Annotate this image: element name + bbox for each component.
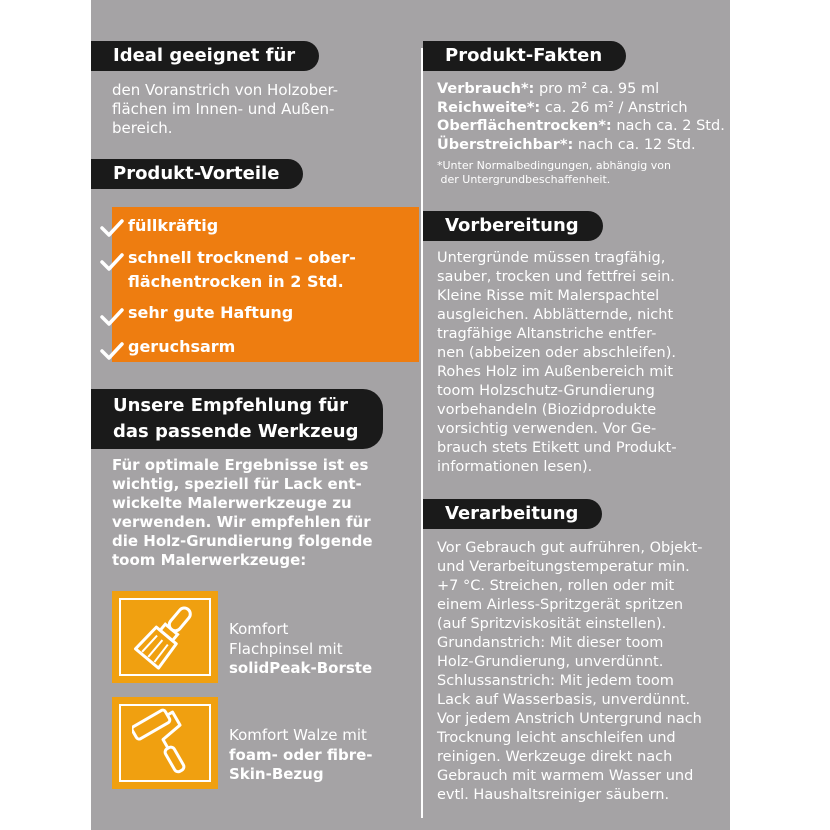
empfehlung-header: Unsere Empfehlung für das passende Werkzeug xyxy=(91,389,383,449)
vorbereitung-header: Vorbereitung xyxy=(423,211,603,241)
empfehlung-text: Für optimale Ergebnisse ist es wichtig, speziell für Lack ent- wickelte Malerwerkzeuge zu verwenden. Wir empfehlen für die Holz-Grundierung folgende toom Malerwerkzeuge: xyxy=(112,456,373,569)
fakten-header: Produkt-Fakten xyxy=(423,41,626,71)
check-icon xyxy=(100,307,124,327)
fact-row: Reichweite*: ca. 26 m² / Anstrich xyxy=(437,99,688,116)
vorteile-header: Produkt-Vorteile xyxy=(91,159,303,189)
brush-icon xyxy=(132,599,198,675)
benefit-item: sehr gute Haftung xyxy=(128,303,294,322)
verarbeitung-text: Vor Gebrauch gut aufrühren, Objekt- und Verarbeitungstemperatur min. +7 °C. Streichen, rollen oder mit einem Airless-Spritzgerät spritzen (auf Spritzviskosität einstellen). Grundanstrich: Mit dieser toom Holz-Grundierung, unverdünnt. Schlussanstrich: Mit jedem toom Lack auf Wasserbasis, unverdünnt. Vor jedem Anstrich Untergrund nach Trocknung leicht anschleifen und reinigen. Werkzeuge direkt nach Gebrauch mit warmem Wasser und evtl. Haushaltsreiniger säubern. xyxy=(437,540,703,803)
vorbereitung-text: Untergründe müssen tragfähig, sauber, trocken und fettfrei sein. Kleine Risse mit Malerspachtel ausgleichen. Abblätternde, nicht tragfähige Altanstriche entfer- nen (abbeizen oder abschleifen). Rohes Holz im Außenbereich mit toom Holzschutz-Grundierung vorbehandeln (Biozidprodukte vorsichtig verwenden. Vor Ge- brauch stets Etikett und Produkt- informationen lesen). xyxy=(437,250,677,475)
brush-tile xyxy=(112,591,218,683)
fact-row: Oberflächentrocken*: nach ca. 2 Std. xyxy=(437,118,725,134)
benefit-item: geruchsarm xyxy=(128,337,236,356)
roller-icon xyxy=(132,705,198,781)
ideal-header: Ideal geeignet für xyxy=(91,41,319,71)
check-icon xyxy=(100,218,124,238)
ideal-text: den Voranstrich von Holzober- flächen im Innen- und Außen- bereich. xyxy=(112,81,339,137)
brush-text: Komfort Flachpinsel mit solidPeak-Borste xyxy=(229,620,373,677)
check-icon xyxy=(100,252,124,272)
benefit-item: füllkräftig xyxy=(128,216,219,235)
roller-tile xyxy=(112,697,218,789)
benefit-item: schnell trocknend – ober- flächentrocken in 2 Std. xyxy=(128,248,356,291)
fakten-list xyxy=(437,80,725,154)
verarbeitung-header: Verarbeitung xyxy=(423,499,602,529)
roller-text: Komfort Walze mit foam- oder fibre- Skin-Bezug xyxy=(229,726,373,783)
fact-row: Verbrauch*: pro m² ca. 95 ml xyxy=(437,81,660,97)
fact-row: Überstreichbar*: nach ca. 12 Std. xyxy=(437,136,696,153)
column-divider xyxy=(421,48,423,818)
check-icon xyxy=(100,341,124,361)
fakten-note: *Unter Normalbedingungen, abhängig von der Untergrundbeschaffenheit. xyxy=(437,159,671,186)
